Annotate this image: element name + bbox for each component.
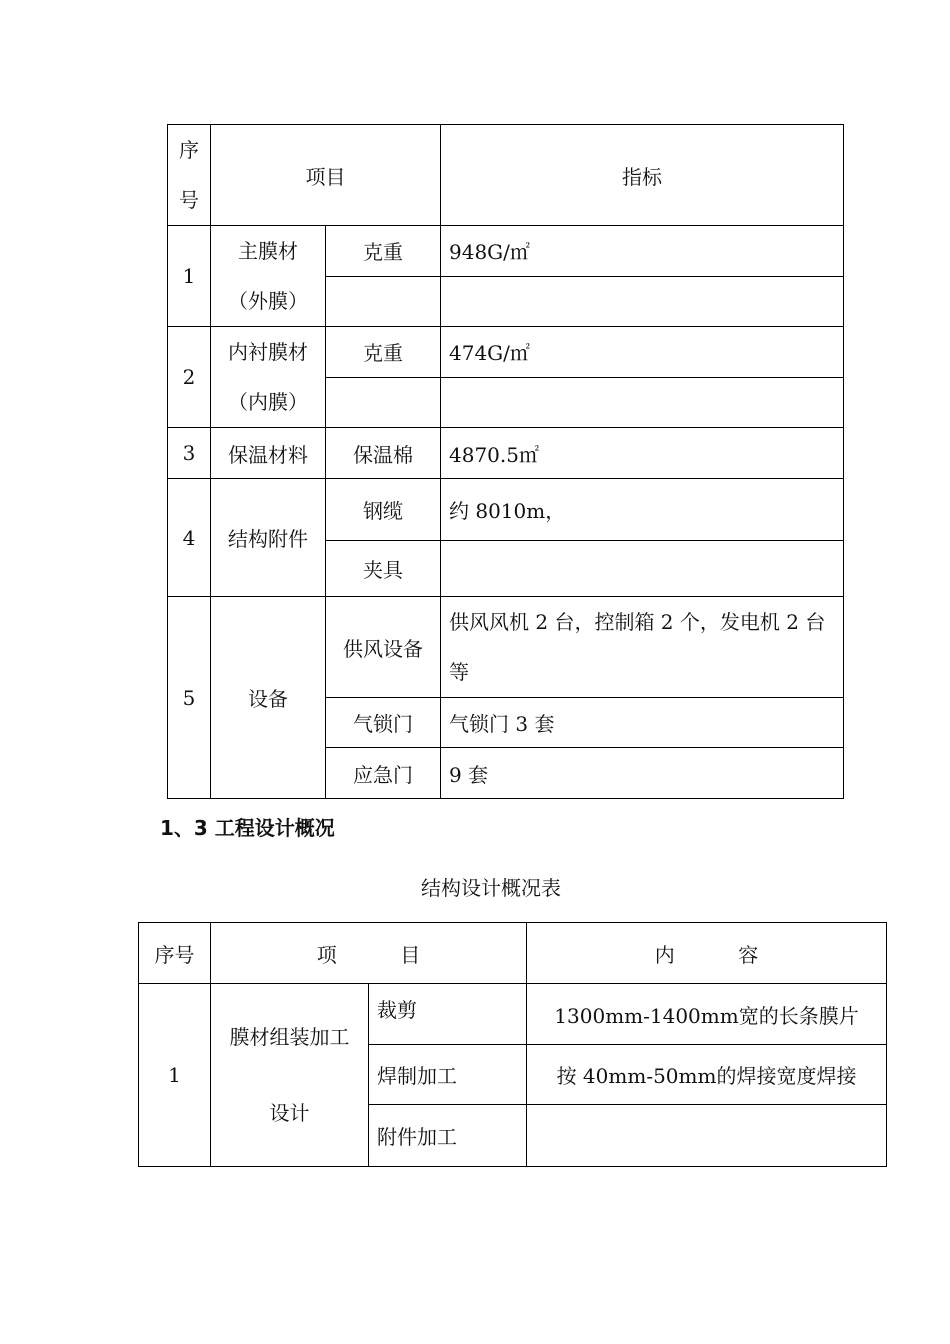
row-value: 948G/㎡ xyxy=(441,226,844,277)
header-seq: 序 号 xyxy=(168,125,211,226)
row-item: 主膜材 （外膜） xyxy=(211,226,326,327)
table-caption: 结构设计概况表 xyxy=(421,876,561,900)
row-sub: 保温棉 xyxy=(326,428,441,479)
row-sub: 附件加工 xyxy=(369,1105,527,1167)
row-sub: 钢缆 xyxy=(326,479,441,541)
header-item: 项 目 xyxy=(211,923,527,984)
row-sub: 气锁门 xyxy=(326,698,441,748)
table-row xyxy=(139,984,887,1045)
row-seq: 1 xyxy=(139,984,211,1167)
row-seq: 3 xyxy=(168,428,211,479)
header-indicator: 指标 xyxy=(441,125,844,226)
row-content: 1300mm-1400mm宽的长条膜片 xyxy=(527,984,887,1045)
row-value: 4870.5㎡ xyxy=(441,428,844,479)
row-value: 474G/㎡ xyxy=(441,327,844,378)
row-sub: 裁剪 xyxy=(369,984,527,1045)
header-content: 内 容 xyxy=(527,923,887,984)
row-item: 设备 xyxy=(211,597,326,799)
table-header-row xyxy=(139,923,887,984)
materials-table xyxy=(167,124,844,799)
row-content: 按 40mm-50mm的焊接宽度焊接 xyxy=(527,1045,887,1105)
row-sub: 供风设备 xyxy=(326,597,441,698)
table-header-row xyxy=(168,125,844,226)
row-sub: 应急门 xyxy=(326,748,441,799)
row-value xyxy=(441,276,844,327)
row-sub xyxy=(326,377,441,428)
table-row xyxy=(168,327,844,378)
row-value: 气锁门 3 套 xyxy=(441,698,844,748)
table-row xyxy=(168,226,844,277)
row-seq: 2 xyxy=(168,327,211,428)
row-sub: 克重 xyxy=(326,226,441,277)
row-item: 结构附件 xyxy=(211,479,326,597)
structure-design-table xyxy=(138,922,887,1167)
row-sub: 焊制加工 xyxy=(369,1045,527,1105)
row-seq: 1 xyxy=(168,226,211,327)
row-item: 膜材组装加工 设计 xyxy=(211,984,369,1167)
row-seq: 4 xyxy=(168,479,211,597)
section-title: 1、3 工程设计概况 xyxy=(160,816,335,840)
row-value: 9 套 xyxy=(441,748,844,799)
row-content xyxy=(527,1105,887,1167)
row-sub xyxy=(326,276,441,327)
table-row xyxy=(168,597,844,698)
row-value: 供风风机 2 台，控制箱 2 个，发电机 2 台等 xyxy=(441,597,844,698)
row-value xyxy=(441,377,844,428)
row-value xyxy=(441,541,844,597)
row-item: 保温材料 xyxy=(211,428,326,479)
row-item: 内衬膜材 （内膜） xyxy=(211,327,326,428)
row-sub: 克重 xyxy=(326,327,441,378)
header-seq: 序号 xyxy=(139,923,211,984)
table-row xyxy=(168,428,844,479)
row-sub: 夹具 xyxy=(326,541,441,597)
table-row xyxy=(168,479,844,541)
header-item: 项目 xyxy=(211,125,441,226)
row-value: 约 8010m， xyxy=(441,479,844,541)
row-seq: 5 xyxy=(168,597,211,799)
